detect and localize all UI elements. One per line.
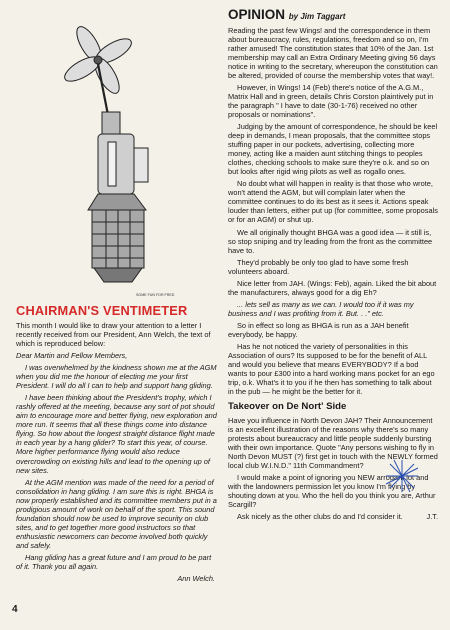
opinion-quote: ... lets sell as many as we can. I would too if it was my business and I was profiting from it. But. . ." etc. — [228, 299, 414, 318]
opinion-paragraph: No doubt what will happen in reality is that those who wrote, won't attend the AGM, but will complain later when the committee continues to do its best as it sees it. Actions speak louder than letters, either put up (for committee, some proposals or for an AGM) or shut up. — [228, 179, 438, 225]
lower-body — [92, 210, 144, 282]
opinion-byline: by Jim Taggart — [288, 12, 346, 21]
letter-paragraph: Hang gliding has a great future and I am proud to be part of it. Thank you all again. — [16, 552, 212, 571]
opinion-paragraph: They'd probably be only too glad to have some fresh volunteers aboard. — [228, 257, 409, 276]
opinion-title: OPINION — [228, 7, 286, 22]
opinion-closing — [228, 512, 438, 521]
right-column — [228, 8, 438, 524]
chairman-intro: This month I would like to draw your attention to a letter I recently received from our President, Ann Welch, the text of which is reproduced below: — [16, 321, 211, 349]
closing-text: Ask nicely as the other clubs do and I'd consider it. — [237, 512, 403, 522]
letter-signature: Ann Welch. — [177, 573, 215, 583]
takeover-paragraph: Have you influence in North Devon JAH? Their Announcement is an excellent illustration of the reasons why there's so many protests about bureaucracy and little people suddenly bursting with their own importance. Quote "Any persons wishing to fly in North Devon MUST (?) first get in touch with the NEWLY formed local club W.I.N.D." 11th Commandment? — [228, 415, 438, 470]
chairman-heading: CHAIRMAN'S VENTIMETER — [16, 303, 188, 318]
takeover-subheading: Takeover on De Nort' Side — [228, 401, 347, 413]
opinion-heading — [228, 8, 438, 23]
page-number: 4 — [12, 604, 18, 615]
letter-salutation: Dear Martin and Fellow Members, — [16, 351, 128, 361]
letter-paragraph: I have been thinking about the President's trophy, which I rashly offered at the meeting, because any sort of pot should aim to encourage more and better flying, new exploration and more run. It seems that all these things come into distance flying. So how about the longest straight distance flight made in each year by a hang glider? To start this year, of course. More higher performance flying would also reduce overcrowding on existing hills and lead to the opening up of new sites. — [16, 393, 217, 475]
takeover-paragraph: I would make a point of ignoring you NEW arrogant lot and with the landowners permission let you know I'm flying by shouting down at you. Who the hell do you think you are, Arthur Scargill? — [228, 472, 436, 510]
left-column — [16, 304, 219, 586]
letter-paragraph: At the AGM mention was made of the need for a period of consolidation in hang gliding. I am sure this is right. BHGA is now properly established and its committee members put in a prodigious amount of work on behalf of the sport. This sound foundation should now be used to improve security on club sites, and to get together more good instructors so that enthusiastic newcomers can become involved both quickly and safely. — [16, 477, 217, 550]
opinion-paragraph: So in effect so long as BHGA is run as a JAH benefit everybody, be happy. — [228, 320, 409, 339]
author-initials: J.T. — [426, 512, 438, 522]
starburst-doodle — [384, 458, 420, 494]
propeller — [61, 23, 135, 97]
illustration-credit: SOME FUN FOR FRED — [136, 293, 175, 297]
opinion-paragraph: Judging by the amount of correspondence, he should be keel deep in demands, I mean proposals, that the committee stops stuffing paper in our pockets, advertising, collecting more money, acting like a maiden aunt stitching things to peoples clothes, checking schools to make sure they're o.k. and so on but looks after rigid wing pilots as well as rogallo ones. — [228, 122, 438, 177]
opinion-paragraph: Has he not noticed the variety of personalities in this Association of ours? Its supposed to be for the benefit of ALL and would you believe that means EVERYBODY? If a bod wants to pour £300 into a hard working mans pocket for an ego trip, o.k. What's it to you if he then has something to talk about in the pub — he might be the better for it. — [228, 341, 435, 396]
opinion-paragraph: Reading the past few Wings! and the correspondence in them about bureaucracy, rules, regulations, freedom and so on, I'm rather amused! The constitution states that 10% of the Jan. 1st membership may call an Extra Ordinary Meeting giving 56 days notice in writing to the secretary, whereupon the constitution can be altered, provided of course the membership votes that way!. — [228, 25, 438, 80]
upper-body — [88, 112, 148, 210]
opinion-paragraph: We all originally thought BHGA was a good idea — it still is, so stop sniping and try leading from the front as the committee have to. — [228, 227, 433, 255]
opinion-paragraph: However, in Wings! 14 (Feb) there's notice of the A.G.M., Matrix Hall and in green, details Chris Corston plaintively put in the paragraph " I have to date (30-1-76) received no other proposals or nominations". — [228, 83, 434, 120]
opinion-paragraph: Nice letter from JAH. (Wings: Feb), again. Liked the bit about the manufacturers, always good for a dig Eh? — [228, 278, 437, 297]
ventimeter-illustration — [58, 20, 182, 300]
letter-paragraph: I was overwhelmed by the kindness shown me at the AGM when you did me the honour of electing me your first President. I will do all I can to help and support hang gliding. — [16, 363, 217, 391]
